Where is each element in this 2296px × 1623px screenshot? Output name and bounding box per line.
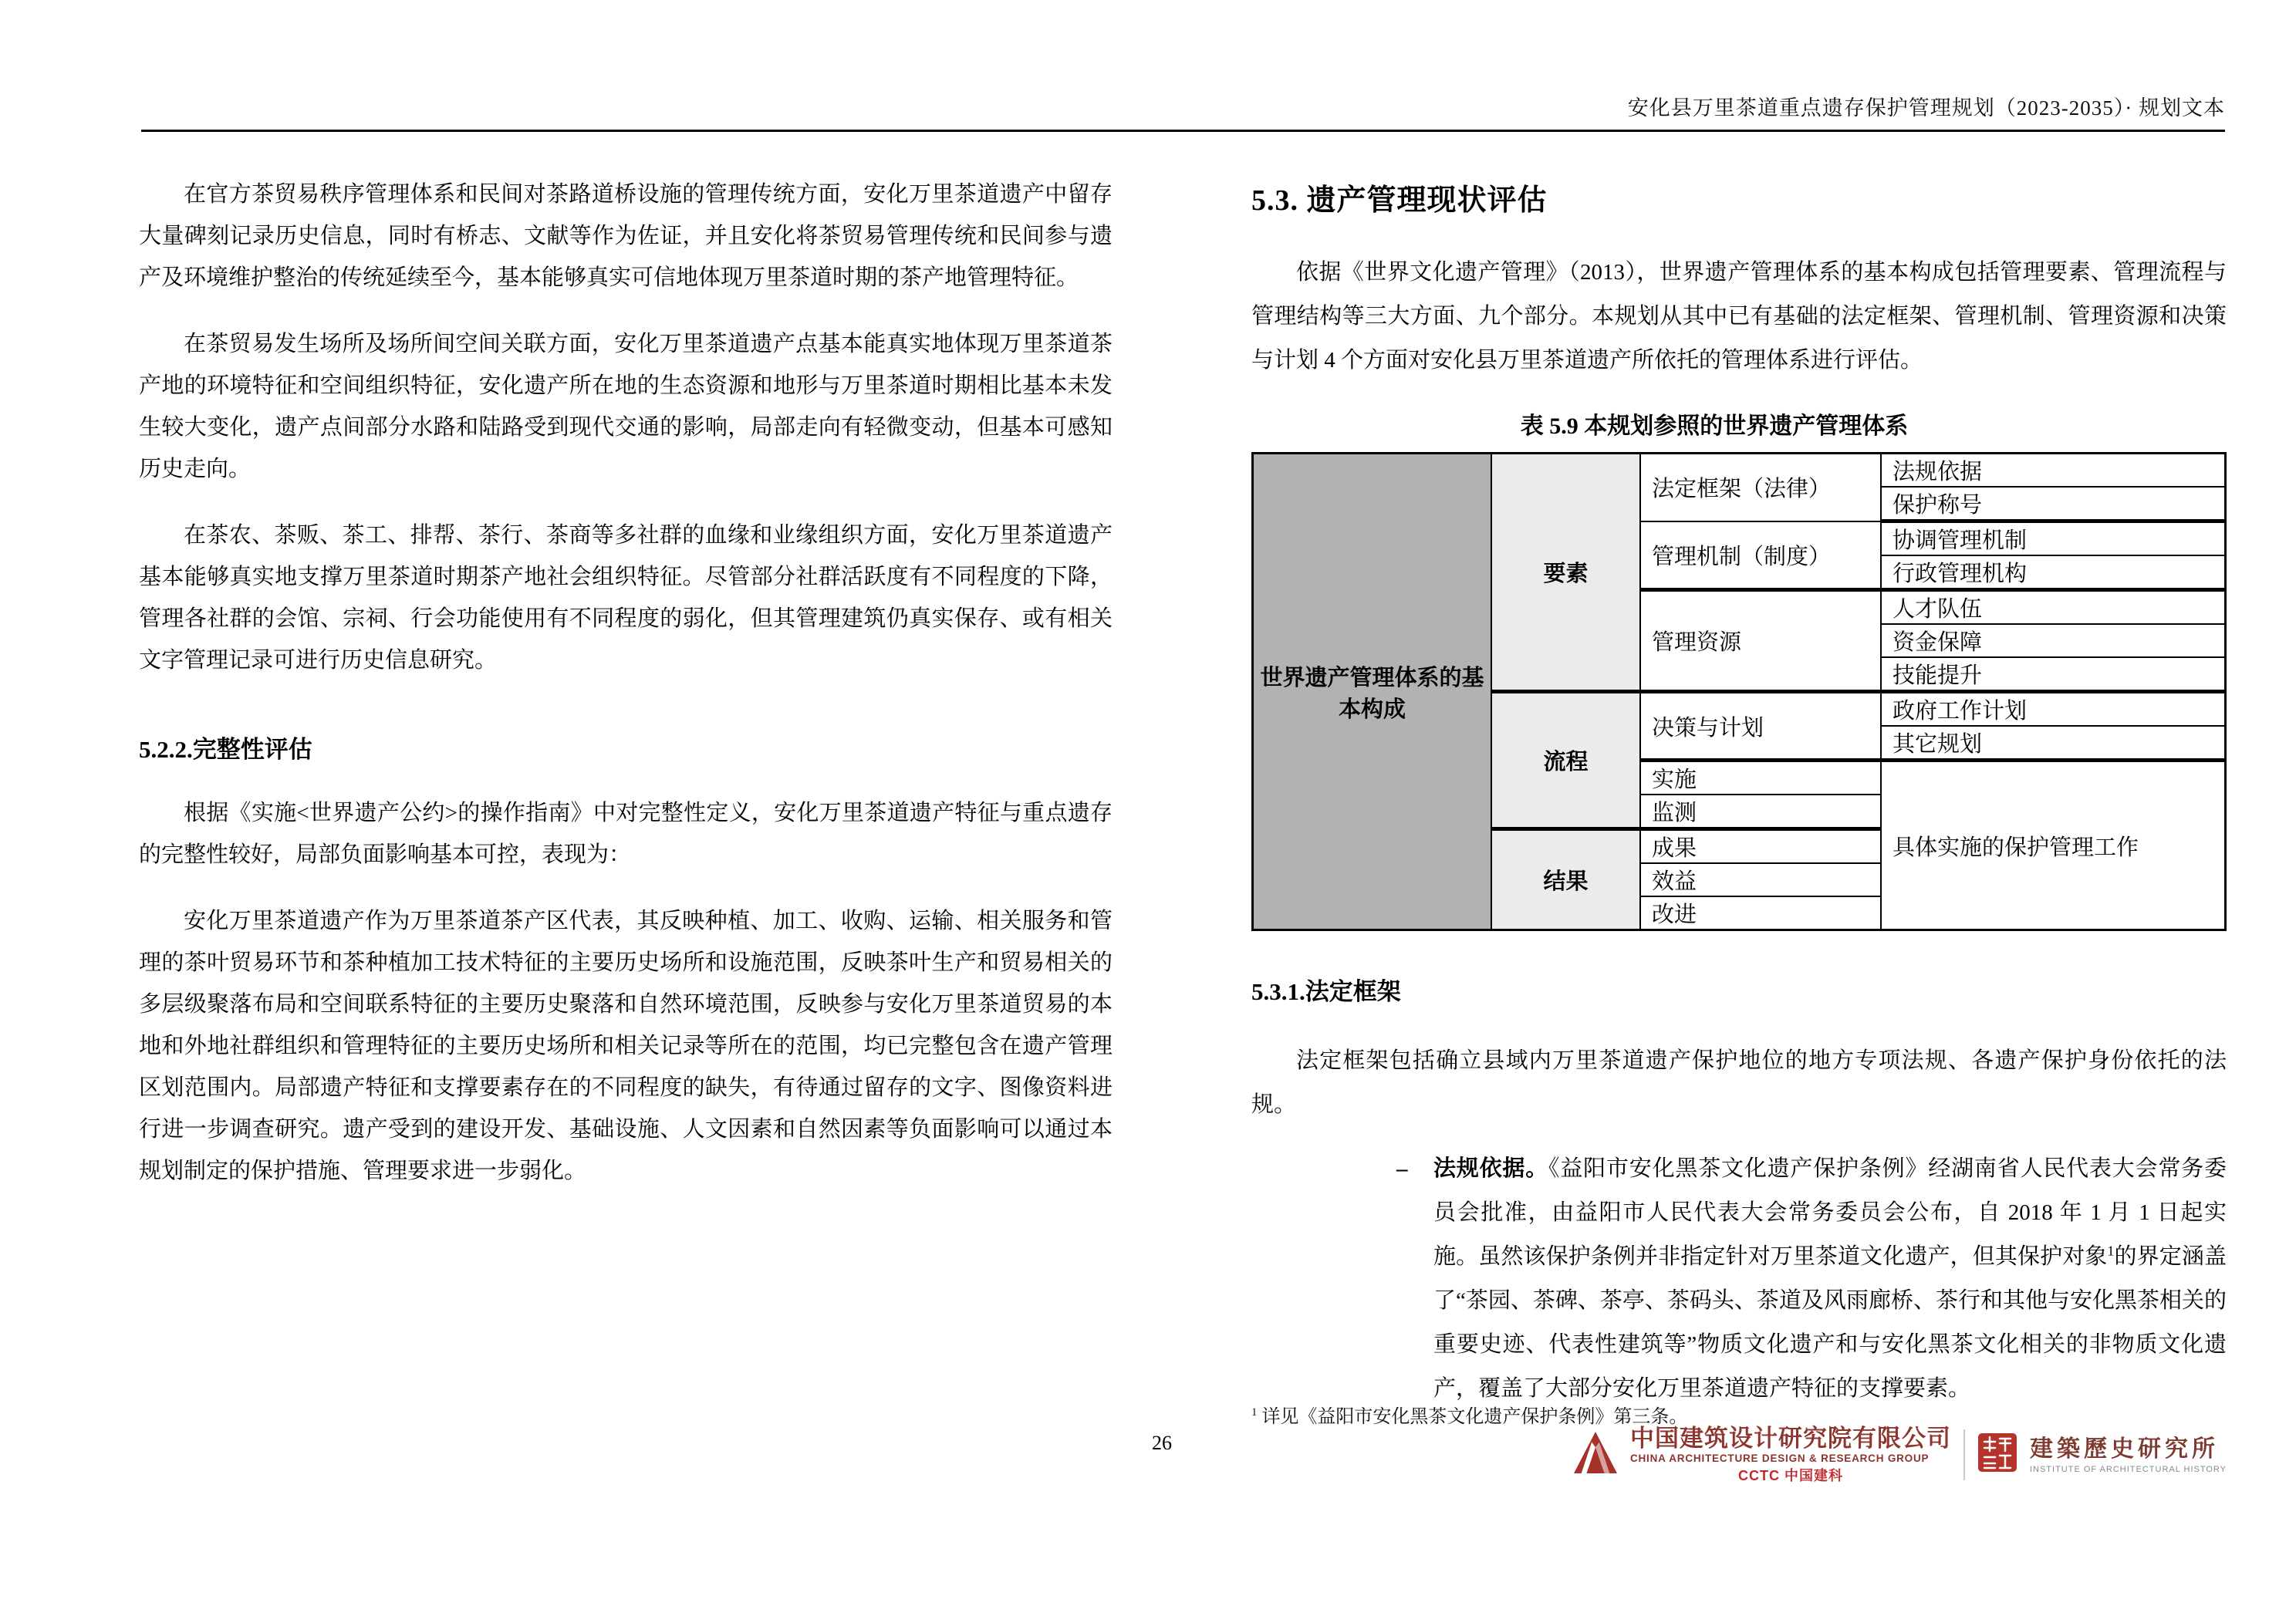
logo-divider — [1963, 1429, 1965, 1480]
table-cell: 实施 — [1640, 761, 1881, 795]
footnote-ref: 1 — [2107, 1243, 2115, 1259]
footnote-text: 详见《益阳市安化黑茶文化遗产保护条例》第三条。 — [1257, 1407, 1688, 1427]
table-cell: 管理资源 — [1640, 590, 1881, 692]
cadg-triangle-a-icon — [1573, 1431, 1618, 1478]
table-cell-row-header: 世界遗产管理体系的基本构成 — [1253, 454, 1492, 930]
table-cell-group: 流程 — [1491, 692, 1640, 829]
page-header-title: 安化县万里茶道重点遗存保护管理规划（2023-2035）· 规划文本 — [1627, 96, 2225, 120]
page-number: 26 — [1152, 1432, 1172, 1454]
bullet-dash: – — [1396, 1156, 1408, 1181]
paragraph: 法定框架包括确立县域内万里茶道遗产保护地位的地方专项法规、各遗产保护身份依托的法规。 — [1251, 1048, 2227, 1117]
table-cell: 政府工作计划 — [1881, 692, 2226, 727]
table-cell: 管理机制（制度） — [1640, 521, 1881, 590]
footer-logos — [1573, 1426, 2227, 1483]
section-heading-5-3-1: 5.3.1.法定框架 — [1251, 978, 1401, 1005]
management-system-table — [1251, 452, 2227, 931]
table-cell: 人才队伍 — [1881, 590, 2226, 625]
table-cell: 监测 — [1640, 795, 1881, 829]
paragraph: 在官方茶贸易秩序管理体系和民间对茶路道桥设施的管理传统方面，安化万里茶道遗产中留存大量碑刻记录历史信息，同时有桥志、文献等作为佐证，并且安化将茶贸易管理传统和民间参与遗产及环境维护整治的传统延续至今，基本能够真实可信地体现万里茶道时期的茶产地管理特征。 — [139, 182, 1113, 290]
bullet-text — [1433, 1147, 2227, 1411]
iah-institute-name: 建築歷史研究所 — [2029, 1436, 2219, 1462]
cadg-logo-text — [1630, 1426, 1951, 1483]
cadg-company-name: 中国建筑设计研究院有限公司 — [1629, 1425, 1951, 1452]
bullet-item — [1396, 1147, 2227, 1411]
bullet-body-2: 的界定涵盖了“茶园、茶碑、茶亭、茶码头、茶道及风雨廊桥、茶行和其他与安化黑茶相关的重要史迹、代表性建筑等”物质文化遗产和与安化黑茶文化相关的非物质文化遗产，覆盖了大部分安化万里茶道遗产特征的支撑要素。 — [1433, 1244, 2227, 1401]
section-heading-5-3: 5.3. 遗产管理现状评估 — [1251, 184, 1548, 217]
table-cell: 协调管理机制 — [1881, 521, 2226, 556]
table-cell: 资金保障 — [1881, 624, 2226, 657]
table-cell: 保护称号 — [1881, 487, 2226, 521]
cctc-label: CCTC 中国建科 — [1737, 1468, 1843, 1483]
paragraph: 依据《世界文化遗产管理》（2013），世界遗产管理体系的基本构成包括管理要素、管理流程与管理结构等三大方面、九个部分。本规划从其中已有基础的法定框架、管理机制、管理资源和决策与计划 4 个方面对安化县万里茶道遗产所依托的管理体系进行评估。 — [1251, 260, 2227, 373]
table-cell: 改进 — [1640, 896, 1881, 930]
footnote-marker: 1 — [1251, 1406, 1258, 1419]
table-cell: 法定框架（法律） — [1640, 454, 1881, 521]
institute-seal-icon — [1977, 1432, 2017, 1476]
bullet-body-1: 《益阳市安化黑茶文化遗产保护条例》经湖南省人民代表大会常务委员会批准，由益阳市人民代表大会常务委员会公布，自 2018 年 1 月 1 日起实施。虽然该保护条例并非指定针对万里茶道文化遗产，但其保护对象 — [1433, 1156, 2227, 1269]
right-column — [1251, 181, 2227, 1411]
paragraph: 安化万里茶道遗产作为万里茶道茶产区代表，其反映种植、加工、收购、运输、相关服务和管理的茶叶贸易环节和茶种植加工技术特征的主要历史场所和设施范围，反映茶叶生产和贸易相关的多层级聚落布局和空间联系特征的主要历史聚落和自然环境范围，反映参与安化万里茶道贸易的本地和外地社群组织和管理特征的主要历史场所和相关记录等所在的范围，均已完整包含在遗产管理区划范围内。局部遗产特征和支撑要素存在的不同程度的缺失，有待通过留存的文字、图像资料进行进一步调查研究。遗产受到的建设开发、基础设施、人文因素和自然因素等负面影响可以通过本规划制定的保护措施、管理要求进一步弱化。 — [139, 909, 1113, 1183]
bullet-lead: 法规依据。 — [1433, 1156, 1549, 1181]
table-cell-group: 要素 — [1491, 454, 1640, 692]
table-cell: 决策与计划 — [1640, 692, 1881, 761]
cadg-company-name-en: CHINA ARCHITECTURE DESIGN & RESEARCH GROUP — [1629, 1453, 1930, 1464]
table-cell-group: 结果 — [1491, 829, 1640, 930]
iah-institute-name-en: INSTITUTE OF ARCHITECTURAL HISTORY — [2029, 1464, 2227, 1474]
table-cell: 行政管理机构 — [1881, 555, 2226, 590]
paragraph: 根据《实施<世界遗产公约>的操作指南》中对完整性定义，安化万里茶道遗产特征与重点遗存的完整性较好，局部负面影响基本可控，表现为： — [139, 801, 1113, 867]
paragraph: 在茶贸易发生场所及场所间空间关联方面，安化万里茶道遗产点基本能真实地体现万里茶道茶产地的环境特征和空间组织特征，安化遗产所在地的生态资源和地形与万里茶道时期相比基本未发生较大变化，遗产点间部分水路和陆路受到现代交通的影响，局部走向有轻微变动，但基本可感知历史走向。 — [139, 332, 1113, 481]
table-cell: 效益 — [1640, 863, 1881, 896]
header-divider — [141, 130, 2225, 132]
table-cell: 具体实施的保护管理工作 — [1881, 761, 2226, 930]
table-cell: 其它规划 — [1881, 726, 2226, 761]
table-cell: 成果 — [1640, 829, 1881, 864]
left-column — [139, 174, 1113, 1192]
table-row — [1253, 454, 2226, 488]
table-cell: 技能提升 — [1881, 657, 2226, 692]
table-caption: 表 5.9 本规划参照的世界遗产管理体系 — [1520, 413, 1909, 439]
table-cell: 法规依据 — [1881, 454, 2226, 488]
iah-logo-text — [2030, 1435, 2227, 1475]
section-heading-5-2-2: 5.2.2.完整性评估 — [139, 736, 312, 763]
paragraph: 在茶农、茶贩、茶工、排帮、茶行、茶商等多社群的血缘和业缘组织方面，安化万里茶道遗产基本能够真实地支撑万里茶道时期茶产地社会组织特征。尽管部分社群活跃度有不同程度的下降，管理各社群的会馆、宗祠、行会功能使用有不同程度的弱化，但其管理建筑仍真实保存、或有相关文字管理记录可进行历史信息研究。 — [139, 523, 1113, 673]
